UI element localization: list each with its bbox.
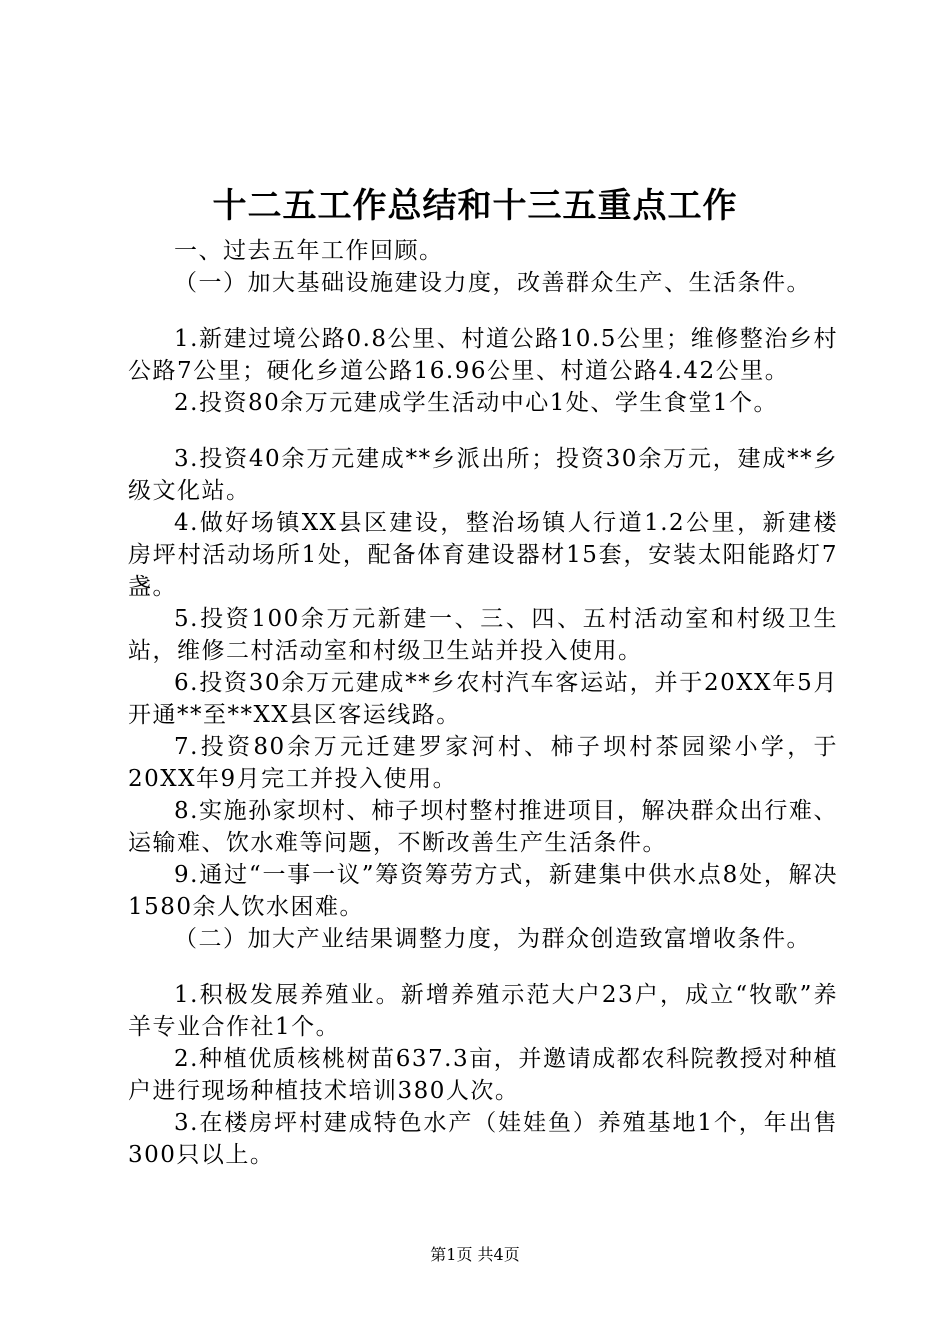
list-item: 9.通过“一事一议”筹资筹劳方式，新建集中供水点8处，解决1580余人饮水困难。 <box>128 862 838 920</box>
list-item: 2.投资80余万元建成学生活动中心1处、学生食堂1个。 <box>174 390 778 416</box>
subsection-heading: （一）加大基础设施建设力度，改善群众生产、生活条件。 <box>174 270 811 296</box>
list-item: 7.投资80余万元迁建罗家河村、柿子坝村茶园梁小学，于20XX年9月完工并投入使用。 <box>128 734 838 792</box>
list-item: 2.种植优质核桃树苗637.3亩，并邀请成都农科院教授对种植户进行现场种植技术培训380人次。 <box>128 1046 838 1104</box>
list-item: 1.积极发展养殖业。新增养殖示范大户23户，成立“牧歌”养羊专业合作社1个。 <box>128 982 838 1040</box>
subsection-heading: （二）加大产业结果调整力度，为群众创造致富增收条件。 <box>174 926 811 952</box>
list-item: 3.投资40余万元建成**乡派出所；投资30余万元，建成**乡级文化站。 <box>128 446 838 504</box>
page-number: 第1页 共4页 <box>430 1245 520 1264</box>
list-item: 5.投资100余万元新建一、三、四、五村活动室和村级卫生站，维修二村活动室和村级卫生站并投入使用。 <box>128 606 838 664</box>
section-heading: 一、过去五年工作回顾。 <box>174 238 444 264</box>
list-item: 8.实施孙家坝村、柿子坝村整村推进项目，解决群众出行难、运输难、饮水难等问题，不断改善生产生活条件。 <box>128 798 838 856</box>
list-item: 3.在楼房坪村建成特色水产（娃娃鱼）养殖基地1个，年出售300只以上。 <box>128 1110 838 1168</box>
list-item: 1.新建过境公路0.8公里、村道公路10.5公里；维修整治乡村公路7公里；硬化乡道公路16.96公里、村道公路4.42公里。 <box>128 326 838 384</box>
list-item: 4.做好场镇XX县区建设，整治场镇人行道1.2公里，新建楼房坪村活动场所1处，配备体育建设器材15套，安装太阳能路灯7盏。 <box>128 510 838 600</box>
list-item: 6.投资30余万元建成**乡农村汽车客运站，并于20XX年5月开通**至**XX县区客运线路。 <box>128 670 838 728</box>
document-title: 十二五工作总结和十三五重点工作 <box>212 186 738 226</box>
document-body <box>128 235 838 1171</box>
